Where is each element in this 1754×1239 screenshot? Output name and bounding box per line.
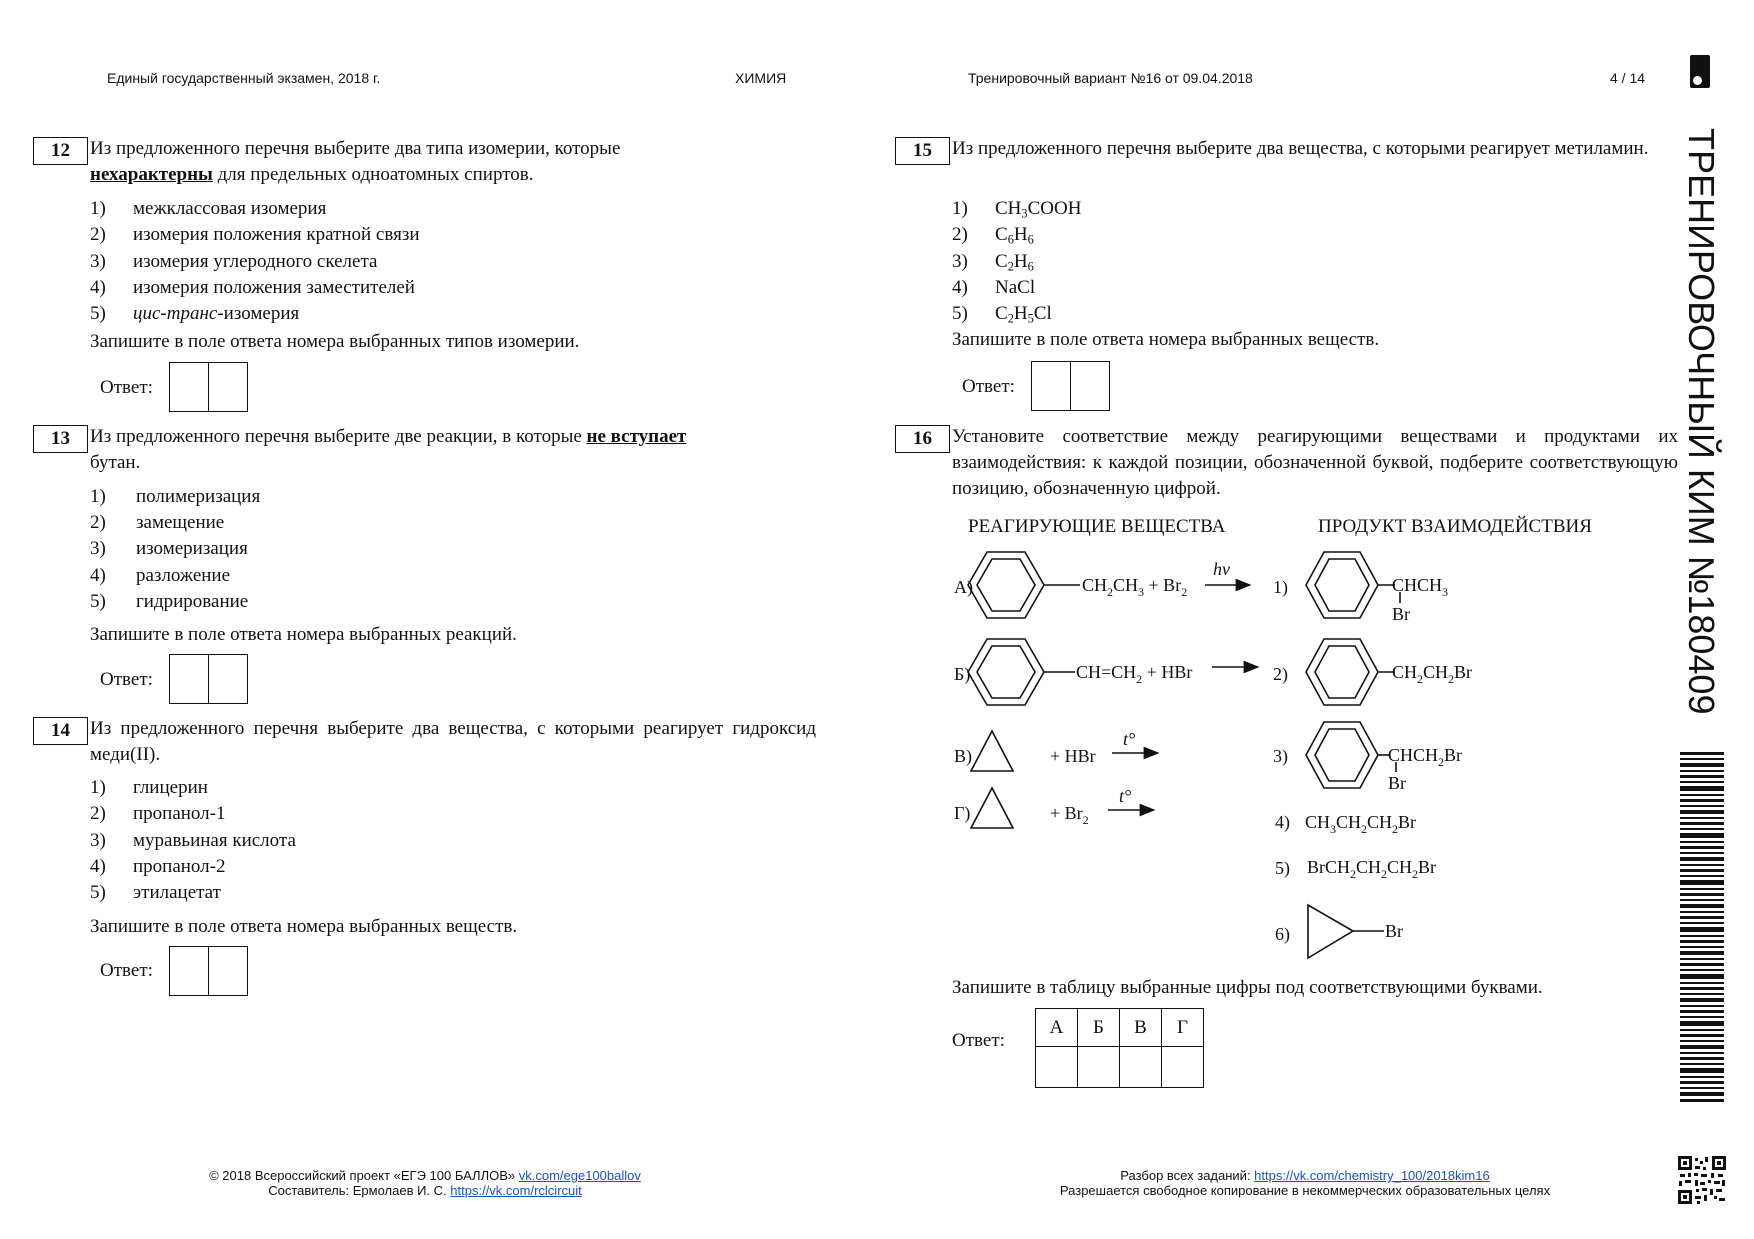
q14-option-1: 1) глицерин: [90, 777, 208, 798]
q15-answer-cell-2[interactable]: [1070, 361, 1110, 411]
q13-instruction: Запишите в поле ответа номера выбранных реакций.: [90, 624, 517, 645]
q16-header-G: Г: [1162, 1009, 1204, 1047]
q16-product-4-label: 4): [1275, 812, 1290, 832]
q12-option-3: 3) изомерия углеродного скелета: [90, 251, 378, 272]
q14-answer-cell-1[interactable]: [169, 946, 209, 996]
q14-instruction: Запишите в поле ответа номера выбранных веществ.: [90, 916, 518, 937]
header-page: 4 / 14: [1610, 70, 1646, 86]
q16-label-A: А): [954, 577, 973, 597]
svg-text:CH=CH2 + HBr: $CH=CH_2$ + HBr: [1076, 662, 1193, 686]
q16-product-3-label: 3): [1273, 746, 1288, 766]
q15-option-2: 2) $C_6H_6$: [952, 224, 1034, 247]
q13-option-2: 2) замещение: [90, 512, 225, 533]
footer-link-ege100[interactable]: vk.com/ege100ballov: [518, 1168, 641, 1183]
svg-text:CHCH2Br: $CHCH_2Br$: [1388, 745, 1463, 769]
svg-text:CHCH3: $CHCH_3$: [1392, 575, 1449, 599]
footer-right: Разбор всех заданий: https://vk.com/chemistry_100/2018kim16 Разрешается свободное копирование в некоммерческих образовательных целях: [1059, 1168, 1551, 1198]
q16-answer-cell-V[interactable]: [1120, 1047, 1162, 1088]
q12-option-2: 2) изомерия положения кратной связи: [90, 224, 420, 245]
q16-answer-cell-A[interactable]: [1036, 1047, 1078, 1088]
q16-cond-t-2: t°: [1119, 786, 1132, 806]
q13-answer-cell-1[interactable]: [169, 654, 209, 704]
svg-text:+ Br2: + $Br_2$: [1050, 803, 1089, 827]
barcode: [1680, 752, 1724, 1102]
q16-product-3-br: Br: [1388, 773, 1406, 793]
footer-left: © 2018 Всероссийский проект «ЕГЭ 100 БАЛЛОВ» vk.com/ege100ballov Составитель: Ермолаев И. С. https://vk.com/rclcircuit: [209, 1168, 641, 1198]
header-exam: Единый государственный экзамен, 2018 г.: [107, 70, 381, 86]
q14-number: 14: [33, 717, 88, 745]
q13-option-4: 4) разложение: [90, 565, 231, 586]
q15-option-4: 4) NaCl: [952, 277, 1036, 298]
q12-number: 12: [33, 137, 88, 165]
q16-answer-label: Ответ:: [952, 1030, 1005, 1051]
q16-reaction-diagram: [940, 540, 1640, 970]
q16-instruction: Запишите в таблицу выбранные цифры под соответствующими буквами.: [952, 977, 1543, 998]
q16-product-6-label: 6): [1275, 924, 1290, 944]
q15-number: 15: [895, 137, 950, 165]
q16-product-1-br: Br: [1392, 604, 1410, 624]
q16-product-5-label: 5): [1275, 858, 1290, 878]
q12-instruction: Запишите в поле ответа номера выбранных типов изомерии.: [90, 331, 580, 352]
header-subject: ХИМИЯ: [735, 70, 787, 86]
q14-option-3: 3) муравьиная кислота: [90, 830, 296, 851]
q15-instruction: Запишите в поле ответа номера выбранных веществ.: [952, 329, 1380, 350]
q16-col-reactants: РЕАГИРУЮЩИЕ ВЕЩЕСТВА: [968, 516, 1226, 537]
header-variant: Тренировочный вариант №16 от 09.04.2018: [968, 70, 1253, 86]
q13-text: Из предложенного перечня выберите две реакции, в которые не вступает бутан.: [90, 426, 687, 473]
q12-text: Из предложенного перечня выберите два типа изомерии, которые нехарактерны для предельных одноатомных спиртов.: [90, 138, 621, 185]
q13-number: 13: [33, 425, 88, 453]
q16-product-2-label: 2): [1273, 664, 1288, 684]
q16-product-1-label: 1): [1273, 577, 1288, 597]
q15-option-3: 3) $C_2H_6$: [952, 251, 1034, 274]
q13-answer-label: Ответ:: [100, 669, 153, 690]
q12-option-5: 5) цис-транс-изомерия: [90, 303, 300, 324]
q14-text: Из предложенного перечня выберите два вещества, с которыми реагирует гидроксид меди(II).: [90, 718, 816, 765]
q14-answer-label: Ответ:: [100, 960, 153, 981]
footer-link-author[interactable]: https://vk.com/rclcircuit: [450, 1183, 582, 1198]
q15-answer-label: Ответ:: [962, 376, 1015, 397]
q15-answer-cell-1[interactable]: [1031, 361, 1071, 411]
q15-option-1: 1) $CH_3COOH$: [952, 198, 1082, 221]
q16-header-V: В: [1120, 1009, 1162, 1047]
q12-answer-cell-2[interactable]: [208, 362, 248, 412]
q16-cond-hv: hv: [1213, 559, 1230, 579]
q15-option-5: 5) $C_2H_5Cl$: [952, 303, 1052, 326]
q16-col-products: ПРОДУКТ ВЗАИМОДЕЙСТВИЯ: [1318, 516, 1592, 537]
svg-text:BrCH2CH2CH2Br: $BrCH_2CH_2CH_2Br$: [1307, 857, 1437, 881]
q12-option-4: 4) изомерия положения заместителей: [90, 277, 415, 298]
q16-label-V: В): [954, 746, 972, 766]
q16-plus-hbr: + HBr: [1050, 746, 1096, 766]
q16-header-B: Б: [1078, 1009, 1120, 1047]
q14-answer-cell-2[interactable]: [208, 946, 248, 996]
q16-answer-cell-G[interactable]: [1162, 1047, 1204, 1088]
q13-option-1: 1) полимеризация: [90, 486, 261, 507]
q12-answer-cell-1[interactable]: [169, 362, 209, 412]
q16-answer-cell-B[interactable]: [1078, 1047, 1120, 1088]
q16-label-B: Б): [954, 664, 971, 684]
q13-answer-cell-2[interactable]: [208, 654, 248, 704]
q13-option-5: 5) гидрирование: [90, 591, 249, 612]
q16-product-6-br: Br: [1385, 921, 1403, 941]
q16-header-A: А: [1036, 1009, 1078, 1047]
side-title: ТРЕНИРОВОЧНЫЙ КИМ №180409: [1681, 128, 1722, 715]
q16-answer-table: [1035, 1008, 1204, 1088]
svg-text:CH2CH3 + Br2: $CH_2CH_3 + Br_2$: [1082, 575, 1188, 599]
q14-option-5: 5) этилацетат: [90, 882, 221, 903]
corner-mark-dot: [1693, 76, 1702, 85]
q12-answer-label: Ответ:: [100, 377, 153, 398]
svg-text:CH3CH2CH2Br: $CH_3CH_2CH_2Br$: [1305, 812, 1417, 836]
q14-option-2: 2) пропанол-1: [90, 803, 226, 824]
svg-text:CH2CH2Br: $CH_2CH_2Br$: [1392, 662, 1473, 686]
q16-text: Установите соответствие между реагирующими веществами и продуктами их взаимодействия: к каждой позиции, обозначенной буквой, подберите соответствующую позицию, обозначенную цифрой.: [952, 426, 1678, 499]
footer-link-solutions[interactable]: https://vk.com/chemistry_100/2018kim16: [1254, 1168, 1490, 1183]
q12-option-1: 1) межклассовая изомерия: [90, 198, 327, 219]
q16-label-G: Г): [954, 803, 971, 823]
q15-text: Из предложенного перечня выберите два вещества, с которыми реагирует метиламин.: [952, 138, 1649, 159]
qr-code: [1678, 1156, 1726, 1204]
q14-option-4: 4) пропанол-2: [90, 856, 226, 877]
q16-cond-t-1: t°: [1123, 729, 1136, 749]
q13-option-3: 3) изомеризация: [90, 538, 248, 559]
q16-number: 16: [895, 425, 950, 453]
